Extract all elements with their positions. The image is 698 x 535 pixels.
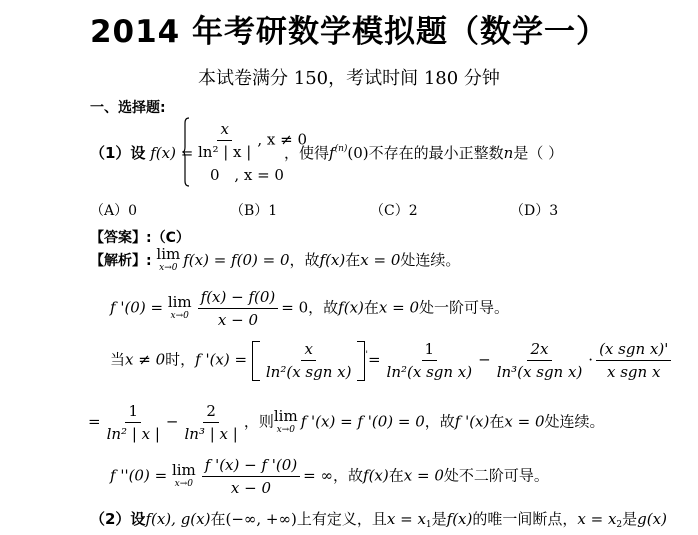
line2-text-b: 在 — [363, 298, 379, 317]
line3-fraction-1 — [384, 340, 476, 381]
line4-f2-den: ln³ | x | — [184, 425, 238, 443]
line4-fraction-2 — [182, 402, 241, 443]
lim-5: lim — [171, 460, 196, 479]
lim-5-sub: x→0 — [174, 478, 194, 489]
line3-cond: x ≠ 0 — [125, 350, 166, 369]
q2-text-e: 是 — [622, 510, 638, 528]
line5-fx: f(x) — [363, 466, 389, 485]
line1-text-a: ，故 — [289, 251, 320, 269]
q1-label-group — [90, 142, 193, 163]
line5-text-a: ，故 — [333, 466, 364, 485]
line1-x0: x = 0 — [360, 251, 401, 269]
choice-b: （B）1 — [230, 203, 278, 219]
q1-case1-den: ln² | x | — [198, 143, 252, 161]
line4-eq2: f '(x) = f '(0) = 0 — [300, 412, 425, 431]
analysis-line-2 — [110, 288, 509, 329]
q1-tail — [284, 142, 563, 163]
q2-label: （2）设 — [90, 510, 146, 528]
q2-text-a: 在 — [210, 510, 226, 528]
q2-x1: x = x — [386, 510, 426, 528]
q2-fx: f(x) — [446, 510, 473, 528]
line5-eq: = ∞ — [303, 466, 334, 485]
q2-text-b: 上有定义，且 — [296, 510, 387, 528]
line3-f3-num: (x sgn x)' — [596, 340, 671, 361]
line3-f2-den: ln³(x sgn x) — [496, 363, 583, 381]
choice-d: （D）3 — [510, 203, 559, 219]
line5-den: x − 0 — [230, 479, 272, 497]
line2-text-c: 处一阶可导。 — [419, 298, 510, 317]
q1-case2-val: 0 — [210, 166, 220, 184]
lim-2: lim — [167, 292, 192, 311]
line4-text-b: ，故 — [424, 412, 455, 431]
line3-lhs: f '(x) = — [195, 350, 248, 369]
choice-a: （A）0 — [90, 203, 138, 219]
line3-bracket-fraction — [263, 340, 355, 381]
line3-br-num: x — [301, 340, 315, 361]
answer-row — [90, 227, 190, 247]
line4-minus: − — [165, 412, 179, 431]
line4-text-d: 处连续。 — [544, 412, 605, 431]
q1-tail-c: 是（ ） — [513, 144, 564, 162]
line4-fraction-1 — [104, 402, 163, 443]
lim-1-sub: x→0 — [159, 263, 178, 273]
lim-1: lim — [156, 245, 181, 263]
q2-interval: (−∞, +∞) — [225, 510, 297, 528]
line2-fx: f(x) — [338, 298, 364, 317]
analysis-line-4 — [88, 402, 605, 443]
line2-lhs: f '(0) = — [110, 298, 164, 317]
line4-x0: x = 0 — [504, 412, 545, 431]
analysis-line-1 — [90, 247, 460, 275]
line4-f1-den: ln² | x | — [106, 425, 160, 443]
q2-funcs: f(x), g(x) — [145, 510, 211, 528]
analysis-limit-2 — [167, 292, 192, 323]
line3-dot: · — [588, 350, 594, 369]
lim-4-sub: x→0 — [276, 424, 295, 435]
line3-text: 当 — [110, 350, 126, 369]
left-bracket-icon — [252, 341, 260, 381]
analysis-limit-4 — [273, 406, 298, 437]
q1-tail-n: n — [503, 144, 514, 162]
cases-brace-icon — [182, 117, 190, 187]
q2-text-c: 是 — [431, 510, 447, 528]
line3-f2-num: 2x — [527, 340, 551, 361]
lim-4: lim — [273, 406, 298, 425]
section-heading: 一、选择题: — [90, 100, 166, 116]
analysis-line-3 — [110, 340, 674, 381]
analysis-line-5 — [110, 456, 549, 497]
line4-text-a: ，则 — [243, 412, 274, 431]
answer-value: （C） — [151, 230, 190, 246]
line3-f3-den: x sgn x — [606, 363, 661, 381]
q2-x2: x = x — [577, 510, 617, 528]
line3-br-den: ln²(x sgn x) — [265, 363, 352, 381]
analysis-label: 【解析】: — [90, 253, 152, 269]
q2-x2-sub: 2 — [616, 520, 623, 530]
line2-num: f(x) − f(0) — [198, 288, 279, 309]
line3-minus: − — [478, 350, 491, 369]
line3-fraction-2 — [494, 340, 586, 381]
line5-fraction — [202, 456, 300, 497]
line5-lhs: f ''(0) = — [110, 466, 168, 485]
line5-x0: x = 0 — [403, 466, 444, 485]
line1-eq: f(x) = f(0) = 0 — [183, 251, 290, 269]
lim-2-sub: x→0 — [170, 310, 189, 321]
answer-label: 【答案】: — [90, 230, 152, 246]
q1-tail-f: f — [329, 144, 335, 162]
q1-tail-b: (0)不存在的最小正整数 — [347, 144, 504, 162]
q1-eq: = — [180, 144, 194, 162]
q2-text-d: 的唯一间断点， — [472, 510, 578, 528]
line4-f1-num: 1 — [125, 402, 141, 423]
choice-c: （C）2 — [370, 203, 418, 219]
line3-f1-den: ln²(x sgn x) — [386, 363, 473, 381]
q1-fx: f(x) — [150, 144, 176, 162]
line4-eq: = — [88, 412, 101, 431]
line2-den: x − 0 — [217, 311, 258, 329]
line1-fx: f(x) — [319, 251, 346, 269]
line3-text-b: 时， — [165, 350, 196, 369]
line3-f1-num: 1 — [422, 340, 438, 361]
line3-fraction-3 — [596, 340, 671, 381]
line5-num: f '(x) − f '(0) — [202, 456, 300, 477]
line2-text-a: ，故 — [308, 298, 339, 317]
q1-case1-num: x — [217, 120, 231, 141]
exam-info: 本试卷满分 150，考试时间 180 分钟 — [198, 68, 500, 89]
line2-fraction — [198, 288, 279, 329]
line5-text-b: 在 — [388, 466, 404, 485]
q1-case2-cond: , x = 0 — [234, 166, 284, 184]
q2-gx: g(x) — [637, 510, 667, 528]
line2-x0: x = 0 — [378, 298, 420, 317]
q2-x1-sub: 1 — [425, 520, 432, 530]
q1-case1-fraction — [195, 120, 254, 161]
q1-case2 — [210, 166, 284, 184]
line1-text-b: 在 — [345, 251, 361, 269]
line4-fx: f '(x) — [454, 412, 490, 431]
line4-text-c: 在 — [489, 412, 505, 431]
line3-eq: = — [367, 350, 381, 369]
q1-case1-cond: , x ≠ 0 — [257, 130, 307, 149]
q2-line — [90, 508, 667, 530]
line2-eq: = 0 — [281, 298, 309, 317]
analysis-limit-5 — [171, 460, 196, 491]
q1-tail-a: ，使得 — [284, 144, 330, 162]
q1-tail-sup: (n) — [334, 144, 348, 154]
line5-text-c: 处不二阶可导。 — [443, 466, 549, 485]
analysis-limit-1 — [156, 247, 180, 275]
q1-label: （1）设 — [90, 144, 146, 162]
page-title: 2014 年考研数学模拟题（数学一） — [89, 14, 609, 50]
line3-prime: ' — [365, 350, 368, 361]
line1-text-c: 处连续。 — [400, 251, 461, 269]
line4-f2-num: 2 — [203, 402, 219, 423]
